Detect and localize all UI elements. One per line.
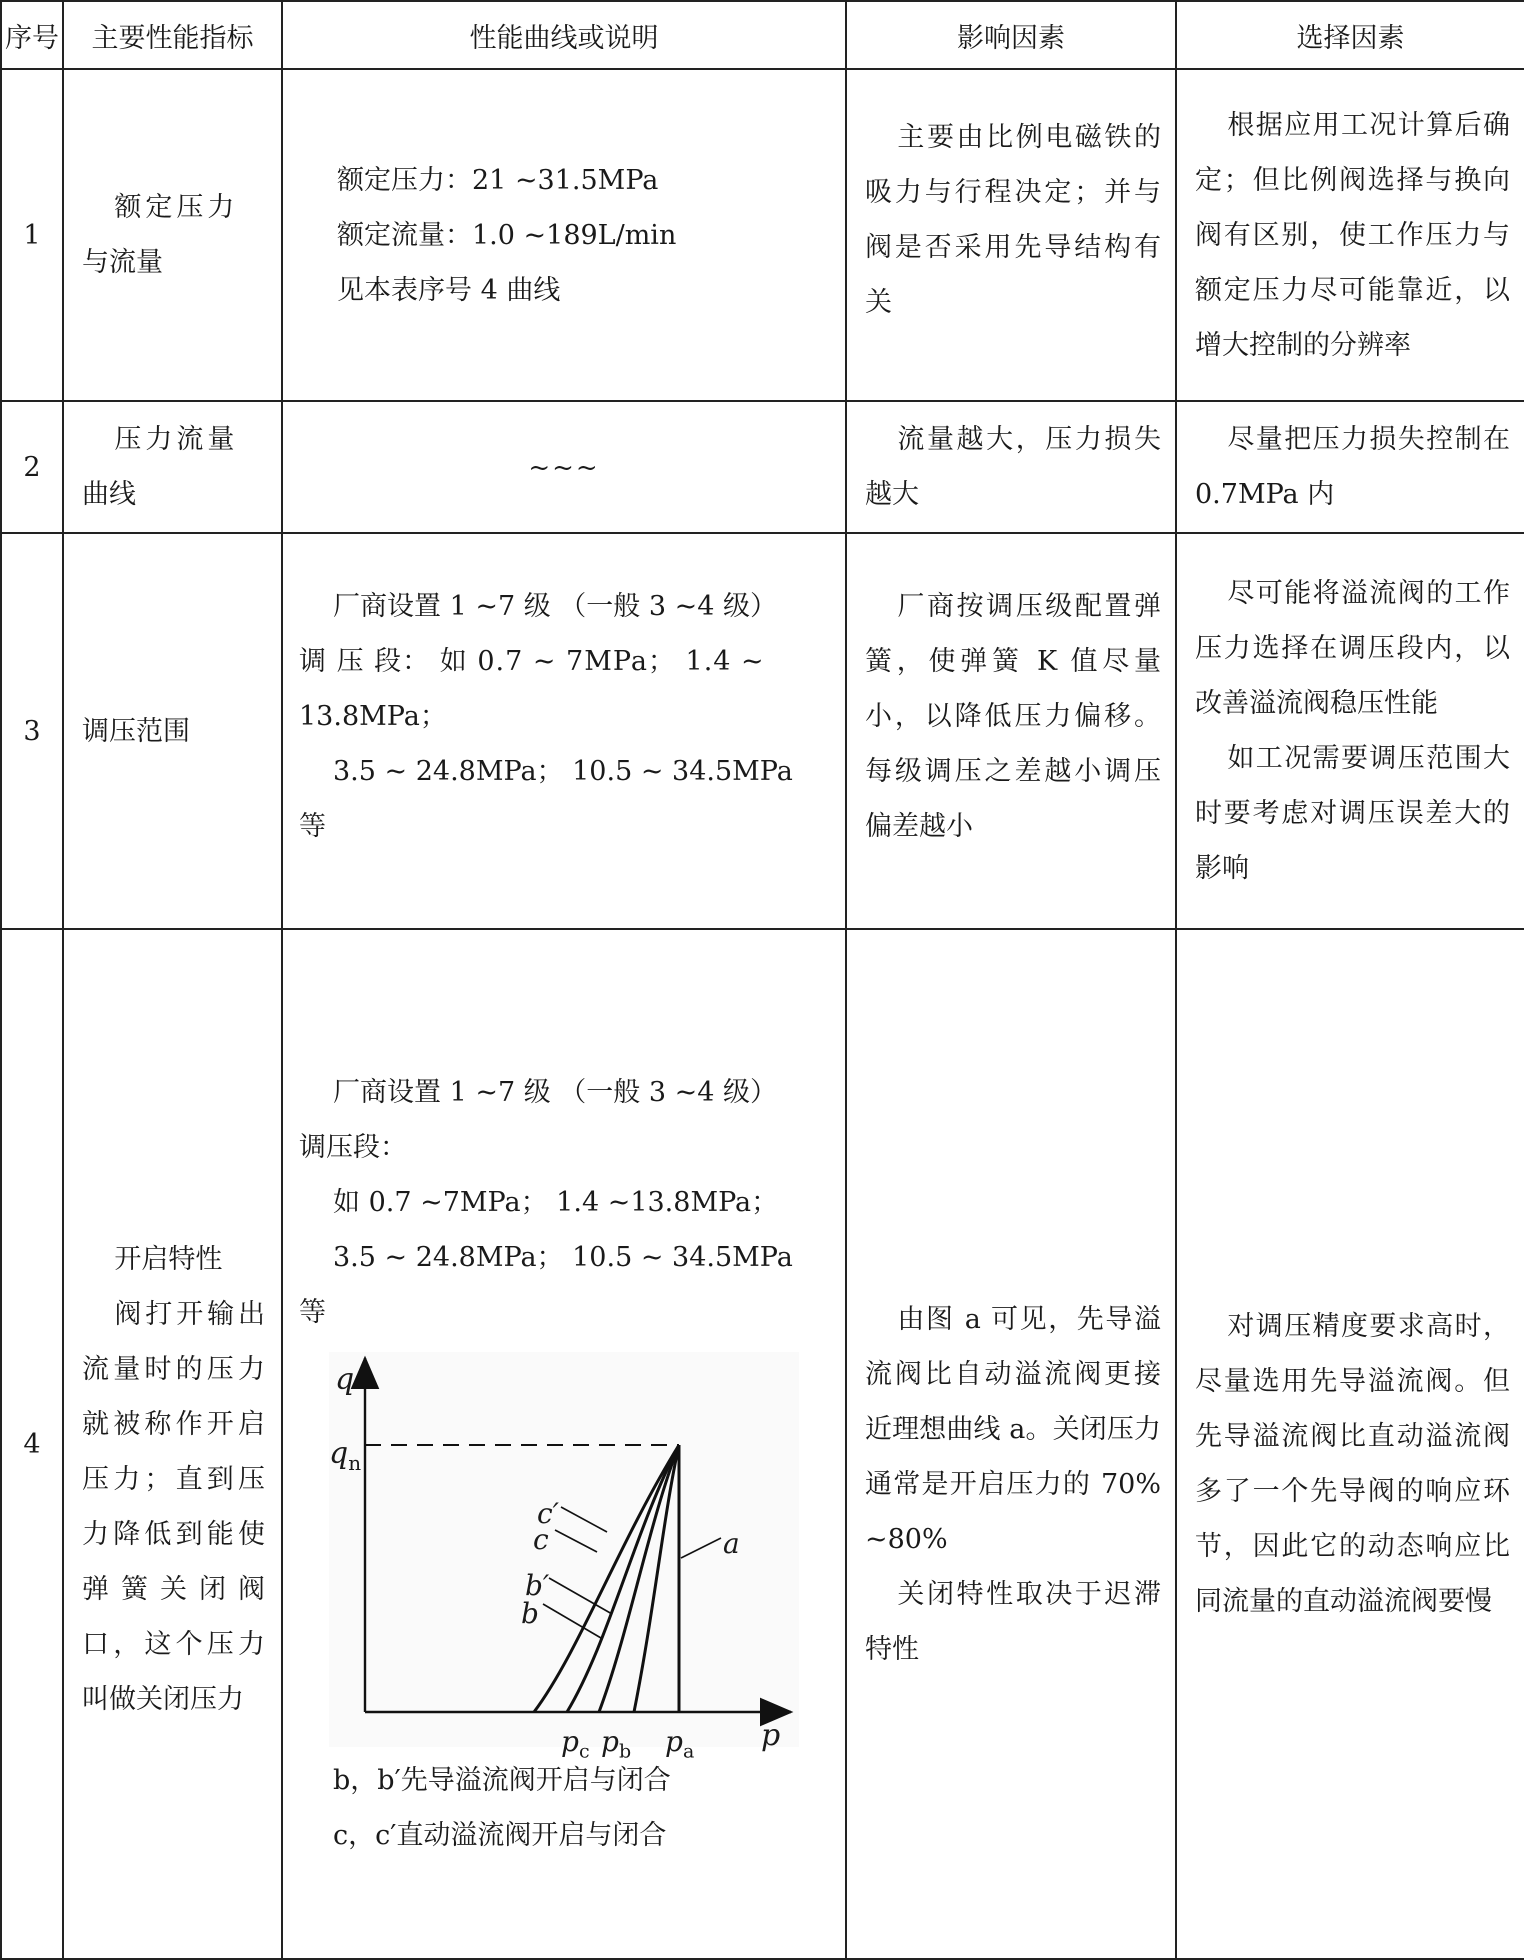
description-line: 等 [299,1297,326,1328]
indicator-line: 压力流量 [114,424,239,455]
curve-label-c-prime: c′ [537,1497,560,1530]
curve-b [599,1445,679,1712]
row-influence [846,533,1176,929]
row-influence [846,69,1176,401]
influence-text: 厂商按调压级配置弹簧，使弹簧 K 值尽量小，以降低压力偏移。每级调压之差越小调压偏差越小 [865,590,1161,842]
description-line: 调压段： [299,1132,407,1163]
description-line: 3.5 ~ 24.8MPa； 10.5 ~ 34.5MPa [333,755,793,787]
description-line: 见本表序号 4 曲线 [337,274,561,306]
table-row [1,401,1524,533]
qn-label [329,1426,361,1491]
header-description: 性能曲线或说明 [282,1,846,69]
row-description [282,929,846,1959]
curve-label-a: a [723,1527,740,1560]
qn-label-sub: n [348,1451,362,1475]
indicator-line: 调压范围 [82,715,190,747]
selection-text: 对调压精度要求高时，尽量选用先导溢流阀。但先导溢流阀比直动溢流阀多了一个先导阀的响应环节，因此它的动态响应比同流量的直动溢流阀要慢 [1195,1311,1510,1617]
curve-label-c: c [533,1523,549,1556]
row-seq: 1 [1,69,63,401]
row-influence [846,929,1176,1959]
influence-text: 关闭特性取决于迟滞特性 [865,1578,1161,1665]
pa-label-sub: a [682,1740,695,1763]
qn-label-main: q [329,1436,349,1471]
influence-text: 流量越大，压力损失越大 [865,424,1161,510]
pb-label-sub: b [618,1740,632,1763]
leader-a [681,1538,721,1558]
row-selection [1176,401,1524,533]
row-description [282,69,846,401]
row-seq: 4 [1,929,63,1959]
leader-c-prime [561,1507,607,1532]
row-indicator [63,401,282,533]
curve-note: b，b′先导溢流阀开启与闭合 [333,1765,671,1796]
leader-b-prime [549,1578,612,1614]
header-influence: 影响因素 [846,1,1176,69]
row-influence [846,401,1176,533]
selection-text: 根据应用工况计算后确定；但比例阀选择与换向阀有区别，使工作压力与额定压力尽可能靠近，以增大控制的分辨率 [1195,109,1510,361]
influence-text: 主要由比例电磁铁的吸力与行程决定；并与阀是否采用先导结构有关 [865,122,1161,318]
pb-label [601,1714,631,1780]
description-line: 调 压 段： 如 0.7 ~ 7MPa； 1.4 ~ [299,645,765,677]
header-row [1,1,1524,69]
selection-text: 如工况需要调压范围大时要考虑对调压误差大的影响 [1195,743,1510,884]
row-selection [1176,929,1524,1959]
header-selection: 选择因素 [1176,1,1524,69]
row-selection [1176,69,1524,401]
row-indicator [63,533,282,929]
table-row [1,929,1524,1959]
indicator-line: 曲线 [82,479,136,510]
pa-label-main: p [665,1725,683,1758]
indicator-line: 阀打开输出流量时的压力就被称作开启压力；直到压力降低到能使弹簧关闭阀口，这个压力叫做关闭压力 [82,1298,265,1715]
description-placeholder: ~~~ [528,452,600,483]
row-description [282,401,846,533]
curve-note: c，c′直动溢流阀开启与闭合 [333,1820,667,1851]
indicator-line: 开启特性 [114,1243,223,1275]
description-line: 3.5 ~ 24.8MPa； 10.5 ~ 34.5MPa [333,1242,793,1273]
pc-label [561,1714,590,1780]
description-line: 厂商设置 1 ~7 级 （一般 3 ~4 级） [333,590,778,622]
row-seq: 2 [1,401,63,533]
y-axis-label: q [335,1362,355,1397]
description-line: 额定压力：21 ~31.5MPa [337,164,659,196]
header-seq: 序号 [1,1,63,69]
indicator-line: 与流量 [82,247,163,278]
row-description [282,533,846,929]
description-line: 如 0.7 ~7MPa； 1.4 ~13.8MPa； [333,1187,779,1218]
indicator-line: 额定压力 [114,192,239,223]
description-line: 等 [299,810,326,842]
curve-c-prime [567,1445,679,1712]
row-seq: 3 [1,533,63,929]
leader-c [555,1530,597,1552]
description-line: 厂商设置 1 ~7 级 （一般 3 ~4 级） [333,1077,778,1108]
row-indicator [63,69,282,401]
pc-label-main: p [561,1725,579,1758]
curve-label-b: b [521,1597,539,1630]
opening-characteristic-figure [329,1352,799,1763]
pc-label-sub: c [578,1740,590,1763]
selection-text: 尽量把压力损失控制在 0.7MPa 内 [1195,424,1510,510]
x-axis-label: p [761,1718,781,1753]
description-line: 13.8MPa； [299,700,447,732]
row-indicator [63,929,282,1959]
pa-label [665,1714,694,1780]
curve-label-b-prime: b′ [525,1569,550,1602]
row-selection [1176,533,1524,929]
header-indicator: 主要性能指标 [63,1,282,69]
table-row [1,533,1524,929]
selection-text: 尽可能将溢流阀的工作压力选择在调压段内，以改善溢流阀稳压性能 [1195,578,1510,719]
table-row [1,69,1524,401]
description-line: 额定流量：1.0 ~189L/min [337,219,677,251]
pb-label-main: p [601,1725,619,1758]
influence-text: 由图 a 可见，先导溢流阀比自动溢流阀更接近理想曲线 a。关闭压力通常是开启压力的 70% ~80% [865,1303,1161,1555]
